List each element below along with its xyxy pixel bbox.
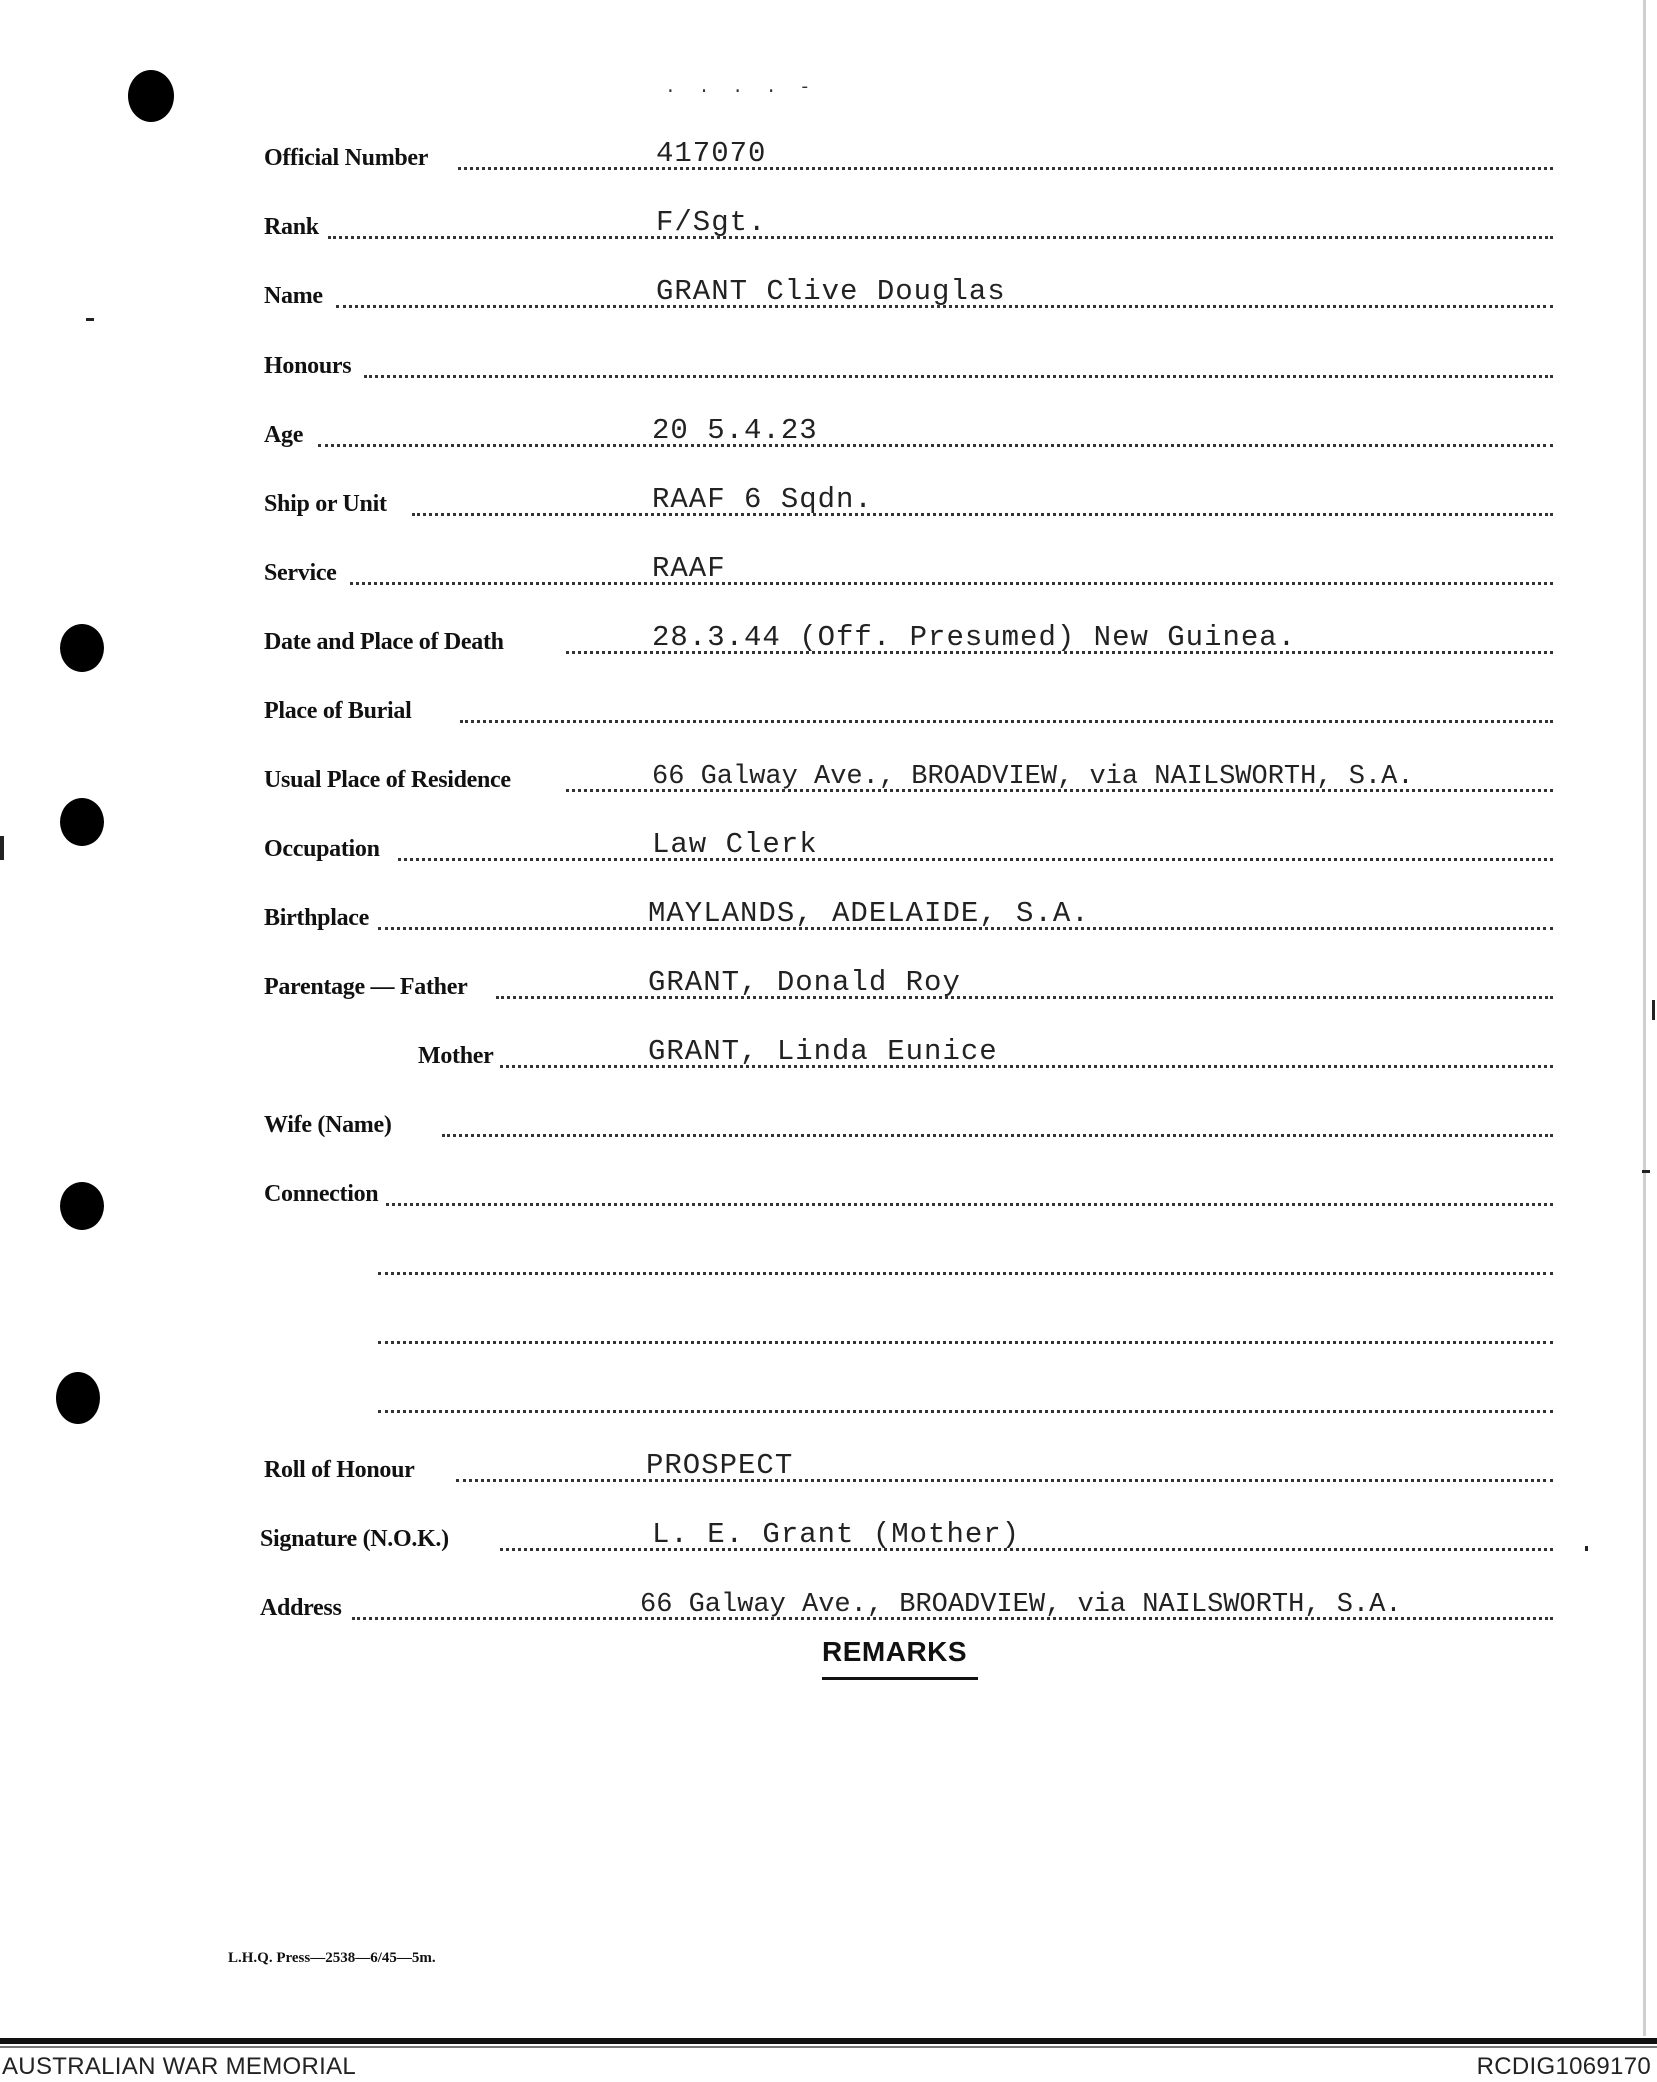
field-row-rank [0,205,1657,245]
field-label: Connection [264,1181,379,1207]
punch-hole [128,70,174,122]
field-label: Address [260,1595,342,1621]
field-label: Roll of Honour [264,1457,415,1483]
field-label: Birthplace [264,905,369,931]
header-mark: . . . . - [665,78,817,98]
field-row-father [0,965,1657,1005]
remarks-heading: REMARKS [822,1636,968,1667]
field-value: 20 5.4.23 [652,414,818,447]
field-value: GRANT, Linda Eunice [648,1035,998,1068]
field-label: Age [264,422,304,448]
dotted-line [328,236,1553,239]
field-value: F/Sgt. [656,206,767,239]
field-value: 66 Galway Ave., BROADVIEW, via NAILSWORTH, S.A. [652,762,1414,792]
field-label: Date and Place of Death [264,629,504,655]
field-label: Place of Burial [264,698,412,724]
field-row-connection-cont [0,1310,1657,1350]
field-label: Honours [264,353,352,379]
field-label: Name [264,283,323,309]
field-row-official-number [0,136,1657,176]
field-label: Rank [264,214,319,240]
field-row-wife [0,1103,1657,1143]
field-label: Usual Place of Residence [264,767,511,793]
archive-credit: AUSTRALIAN WAR MEMORIAL [2,2053,357,2080]
field-label: Wife (Name) [264,1112,392,1138]
dotted-line [364,375,1553,378]
field-label: Mother [418,1043,494,1069]
field-label: Ship or Unit [264,491,387,517]
dotted-line [458,167,1553,170]
field-row-place-of-burial [0,689,1657,729]
dotted-line [442,1134,1553,1137]
field-value: Law Clerk [652,828,818,861]
field-row-birthplace [0,896,1657,936]
field-label: Parentage — Father [264,974,468,1000]
dotted-line [318,444,1553,447]
field-label: Signature (N.O.K.) [260,1526,449,1552]
field-value: 417070 [656,137,767,170]
field-row-roll-of-honour [0,1448,1657,1488]
dotted-line [378,1272,1553,1275]
field-value: 66 Galway Ave., BROADVIEW, via NAILSWORTH, S.A. [640,1590,1402,1620]
dotted-line [350,582,1553,585]
field-value: GRANT, Donald Roy [648,966,961,999]
field-row-mother [0,1034,1657,1074]
field-row-usual-residence [0,758,1657,798]
field-row-connection-cont [0,1241,1657,1281]
dotted-line [378,1341,1553,1344]
scan-bottom-edge [0,2038,1657,2044]
dotted-line [378,1410,1553,1413]
dotted-line [386,1203,1553,1206]
field-row-honours [0,344,1657,384]
remarks-underline [822,1677,978,1680]
field-row-connection-cont [0,1379,1657,1419]
field-row-address [0,1586,1657,1626]
field-value: RAAF [652,552,726,585]
field-label: Service [264,560,337,586]
scan-speck [86,318,94,321]
dotted-line [398,858,1553,861]
field-row-age [0,413,1657,453]
print-code: L.H.Q. Press—2538—6/45—5m. [228,1950,436,1966]
field-value: RAAF 6 Sqdn. [652,483,873,516]
field-label: Official Number [264,145,429,171]
field-row-connection [0,1172,1657,1212]
field-row-signature [0,1517,1657,1557]
field-row-name [0,274,1657,314]
field-label: Occupation [264,836,380,862]
field-value: GRANT Clive Douglas [656,275,1006,308]
dotted-line [460,720,1553,723]
field-row-service [0,551,1657,591]
field-value: 28.3.44 (Off. Presumed) New Guinea. [652,621,1297,654]
scan-bottom-edge-shadow [0,2046,1657,2048]
dotted-line [456,1479,1553,1482]
field-row-date-place-of-death [0,620,1657,660]
field-value: MAYLANDS, ADELAIDE, S.A. [648,897,1090,930]
field-row-ship-or-unit [0,482,1657,522]
dotted-line [412,513,1553,516]
archive-id: RCDIG1069170 [1476,2053,1651,2080]
field-value: PROSPECT [646,1449,794,1482]
field-row-occupation [0,827,1657,867]
field-value: L. E. Grant (Mother) [652,1518,1021,1551]
